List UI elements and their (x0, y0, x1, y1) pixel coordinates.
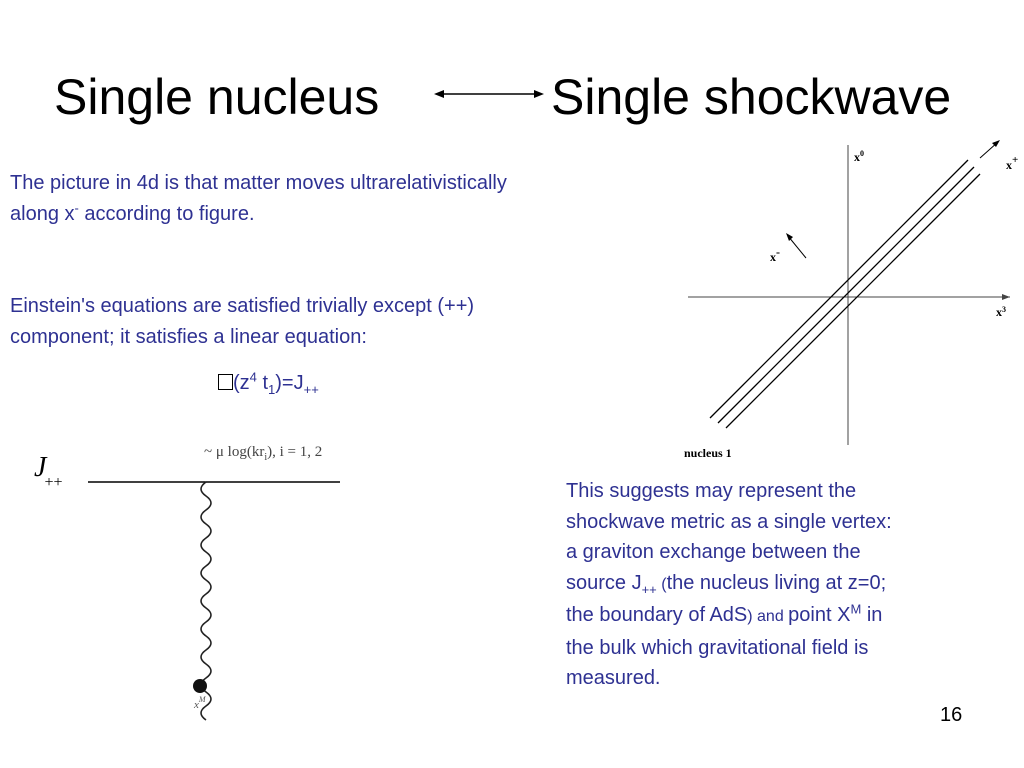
p3-l1: This suggests may represent the (566, 480, 857, 502)
page-number: 16 (940, 704, 963, 726)
shock-line-2 (718, 167, 974, 423)
xminus-arrow (788, 236, 806, 258)
xminus-label: x- (770, 245, 780, 264)
eq-t: t (256, 372, 269, 394)
xplus-label: x+ (1006, 154, 1019, 172)
linear-equation (218, 368, 319, 399)
p1-line2-pre: along x (10, 203, 75, 225)
p3-l4-sub: ++ (641, 581, 657, 597)
x3-arrowhead (1002, 294, 1010, 300)
p3-l5-pre: the boundary of AdS (566, 604, 748, 626)
eq-subpp: ++ (303, 382, 319, 397)
xminus-arrowhead (786, 233, 793, 241)
double-arrow-icon (434, 84, 544, 104)
feynman-diagram (28, 436, 358, 726)
box-operator-icon (218, 374, 233, 390)
eq-j: )=J (275, 372, 304, 394)
p3-l2: shockwave metric as a single vertex: (566, 510, 892, 533)
p1-sup: - (74, 200, 79, 216)
paragraph-shockwave-vertex (566, 476, 1006, 694)
bulk-point-label: $x^M$ (194, 695, 206, 711)
p2-line1: Einstein's equations are satisfied trivially except (++) (10, 295, 475, 317)
title-right: Single shockwave (551, 69, 952, 125)
spacetime-diagram (680, 140, 1020, 470)
log-annotation: ~ μ $\log(kr_i)$, i = 1, 2 (204, 444, 323, 463)
p3-l4-pre: source J (566, 571, 642, 594)
p3-l4-paren: ( (656, 575, 667, 593)
eq-sub1: 1 (268, 382, 276, 397)
p3-l5-post: point X (788, 604, 851, 626)
p3-l5-and: ) and (747, 608, 789, 625)
eq-sup4: 4 (249, 369, 257, 385)
p3-l3: a graviton exchange between the (566, 541, 861, 563)
x0-label: $x^0$ (854, 149, 864, 164)
p3-l6: the bulk which gravitational field is (566, 636, 869, 659)
shock-line-1 (710, 160, 968, 418)
p3-l5-in: in (861, 604, 883, 626)
p2-line2: component; it satisfies a linear equation: (10, 326, 367, 348)
nucleus-label: nucleus 1 (684, 446, 732, 460)
p3-l4-post: the nucleus living at z=0; (666, 571, 887, 594)
slide-title (54, 68, 1014, 138)
bulk-point-dot (193, 679, 207, 693)
p1-line2-post: according to figure. (78, 203, 255, 225)
shock-line-3 (726, 174, 980, 428)
paragraph-matter-motion (10, 168, 660, 230)
p1-line1: The picture in 4d is that matter moves ultrarelativistically (10, 172, 507, 194)
p3-l7: measured. (566, 667, 661, 689)
source-j-label: J++ (34, 452, 63, 491)
title-left: Single nucleus (54, 69, 380, 125)
eq-open: (z (233, 372, 250, 394)
paragraph-einstein-equations (10, 291, 650, 353)
p3-l5-sup: M (850, 601, 862, 617)
x3-label: $x^3$ (996, 305, 1006, 319)
